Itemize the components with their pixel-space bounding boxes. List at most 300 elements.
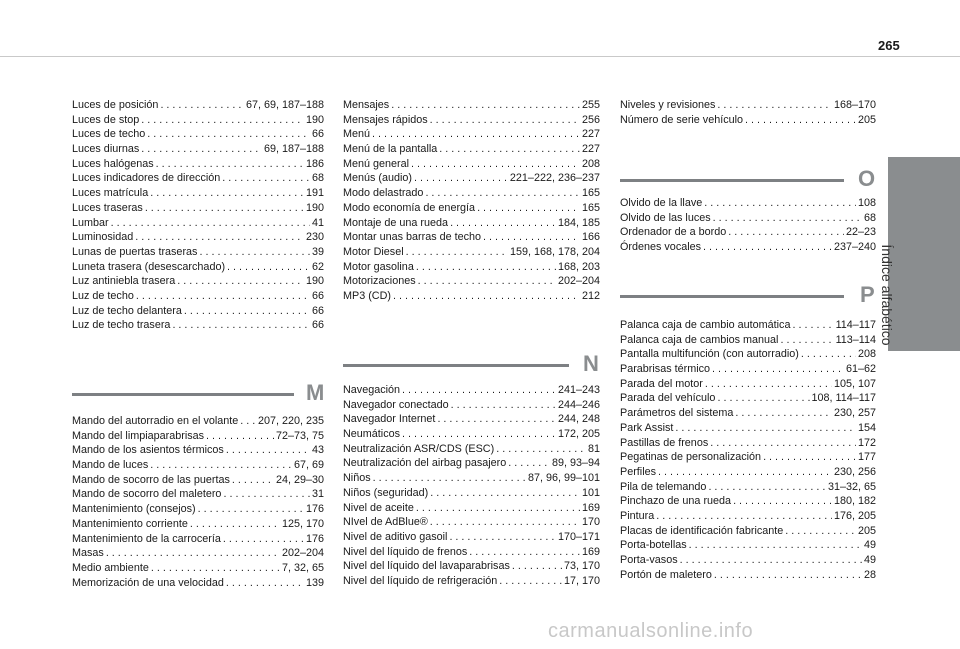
index-entry	[343, 113, 600, 128]
dot-leader	[190, 517, 280, 532]
entry-term: Medio ambiente	[72, 561, 149, 574]
entry-term: Luz de techo	[72, 289, 134, 302]
dot-leader	[437, 412, 556, 427]
dot-leader	[708, 480, 826, 495]
entry-term: Nivel del líquido de refrigeración	[343, 574, 498, 587]
entry-pages: 108, 114–117	[811, 392, 876, 405]
index-entry	[620, 480, 876, 495]
dot-leader	[177, 274, 304, 289]
entry-term: Luces matrícula	[72, 187, 149, 200]
index-entry	[72, 532, 324, 547]
entry-term: Placas de identificación fabricante	[620, 524, 784, 537]
entry-pages: 168–170	[833, 99, 876, 111]
index-entry	[343, 427, 600, 442]
dot-leader	[469, 545, 580, 560]
entry-term: Menú	[343, 128, 371, 141]
index-list-n	[343, 383, 600, 589]
entry-pages: 244, 248	[557, 413, 600, 426]
entry-term: Mantenimiento de la carrocería	[72, 532, 221, 545]
dot-leader	[223, 532, 304, 547]
dot-leader	[406, 245, 508, 260]
entry-pages: 159, 168, 178, 204	[509, 245, 600, 258]
index-entry	[620, 347, 876, 362]
entry-pages: 168, 203	[557, 260, 600, 273]
entry-pages: 165	[581, 187, 600, 200]
dot-leader	[372, 127, 580, 142]
index-entry	[620, 494, 876, 509]
entry-pages: 255	[581, 99, 600, 111]
entry-pages: 68	[311, 172, 324, 185]
entry-term: Palanca caja de cambio automática	[620, 319, 791, 331]
entry-pages: 166	[581, 231, 600, 244]
entry-pages: 169	[581, 545, 600, 558]
entry-pages: 170–171	[557, 530, 600, 543]
dot-leader	[135, 230, 304, 245]
entry-pages: 113–114	[835, 333, 876, 346]
entry-term: Navegación	[343, 384, 401, 396]
dot-leader	[713, 211, 862, 226]
dot-leader	[150, 458, 292, 473]
dot-leader	[675, 421, 856, 436]
index-entry	[620, 553, 876, 568]
index-entry	[620, 211, 876, 226]
entry-term: Ordenador de a bordo	[620, 226, 727, 239]
entry-term: Mando del limpiaparabrisas	[72, 429, 205, 442]
index-entry	[620, 196, 876, 211]
index-entry	[343, 98, 600, 113]
dot-leader	[430, 486, 580, 501]
entry-term: Mando del autorradio en el volante	[72, 415, 239, 427]
entry-pages: 67, 69, 187–188	[245, 99, 324, 111]
entry-pages: 202–204	[281, 547, 324, 560]
entry-pages: 205	[857, 524, 876, 537]
entry-pages: 62	[311, 260, 324, 273]
letter-heading-m	[72, 380, 325, 407]
index-entry	[343, 274, 600, 289]
entry-pages: 190	[305, 113, 324, 126]
dot-leader	[184, 304, 310, 319]
dot-leader	[717, 98, 832, 113]
entry-pages: 72–73, 75	[275, 429, 324, 442]
dot-leader	[199, 245, 310, 260]
dot-leader	[705, 377, 832, 392]
watermark: carmanualsonline.info	[548, 620, 754, 642]
entry-pages: 221–222, 236–237	[509, 172, 600, 185]
dot-leader	[477, 201, 580, 216]
dot-leader	[483, 230, 580, 245]
entry-term: Lumbar	[72, 216, 109, 229]
dot-leader	[792, 318, 833, 333]
index-entry	[620, 377, 876, 392]
index-entry	[72, 546, 324, 561]
dot-leader	[763, 450, 856, 465]
dot-leader	[226, 576, 304, 591]
entry-pages: 39	[311, 245, 324, 258]
index-entry	[72, 171, 324, 186]
entry-pages: 177	[857, 451, 876, 464]
index-entry	[72, 230, 324, 245]
entry-term: Niveles y revisiones	[620, 99, 716, 111]
dot-leader	[106, 546, 280, 561]
index-entry	[343, 201, 600, 216]
entry-term: Luneta trasera (desescarchado)	[72, 260, 226, 273]
entry-term: Pila de telemando	[620, 480, 707, 493]
dot-leader	[449, 530, 556, 545]
index-entry	[620, 509, 876, 524]
index-entry	[72, 561, 324, 576]
entry-pages: 67, 69	[293, 459, 324, 472]
index-entry	[72, 260, 324, 275]
entry-pages: 241–243	[557, 384, 600, 396]
section-tab	[888, 157, 960, 351]
entry-term: Pantalla multifunción (con autorradio)	[620, 348, 799, 361]
entry-pages: 43	[311, 444, 324, 457]
letter-rule	[343, 364, 569, 367]
index-entry	[72, 414, 324, 429]
index-entry	[343, 574, 600, 589]
entry-pages: 256	[581, 113, 600, 126]
entry-pages: 81	[587, 442, 600, 455]
index-entry	[343, 515, 600, 530]
index-entry	[343, 245, 600, 260]
entry-pages: 172	[857, 436, 876, 449]
entry-pages: 176	[305, 532, 324, 545]
dot-leader	[714, 568, 862, 583]
entry-pages: 208	[857, 348, 876, 361]
entry-term: Pintura	[620, 509, 655, 522]
index-entry	[343, 127, 600, 142]
dot-leader	[512, 559, 562, 574]
index-entry	[620, 465, 876, 480]
entry-term: Parámetros del sistema	[620, 407, 734, 420]
dot-leader	[499, 574, 562, 589]
entry-term: Menú de la pantalla	[343, 143, 438, 156]
entry-pages: 190	[305, 201, 324, 214]
index-entry	[343, 530, 600, 545]
dot-leader	[712, 362, 844, 377]
entry-term: NIvel de AdBlue®	[343, 516, 428, 529]
entry-term: Pastillas de frenos	[620, 436, 709, 449]
entry-term: Mensajes	[343, 99, 390, 111]
index-entry	[620, 406, 876, 421]
entry-pages: 41	[311, 216, 324, 229]
index-entry	[620, 436, 876, 451]
entry-term: Menú general	[343, 157, 410, 170]
entry-pages: 154	[857, 421, 876, 434]
dot-leader	[226, 443, 310, 458]
entry-term: Neutralización del airbag pasajero	[343, 457, 507, 470]
entry-pages: 180, 182	[833, 495, 876, 508]
entry-term: Neumáticos	[343, 428, 401, 441]
dot-leader	[402, 427, 556, 442]
dot-leader	[141, 113, 304, 128]
entry-term: Porta-vasos	[620, 554, 678, 566]
entry-term: Mensajes rápidos	[343, 113, 428, 126]
dot-leader	[704, 196, 856, 211]
entry-pages: 190	[305, 275, 324, 288]
index-entry	[72, 458, 324, 473]
entry-pages: 237–240	[833, 241, 876, 254]
entry-pages: 105, 107	[833, 377, 876, 390]
dot-leader	[703, 240, 832, 255]
entry-pages: 24, 29–30	[275, 473, 324, 486]
index-entry	[72, 127, 324, 142]
index-list-p	[620, 318, 876, 582]
dot-leader	[680, 553, 862, 568]
entry-term: Nivel de aditivo gasoil	[343, 530, 448, 543]
index-entry	[343, 157, 600, 172]
entry-pages: 101	[581, 486, 600, 499]
entry-term: Nivel de aceite	[343, 501, 414, 514]
index-entry	[620, 240, 876, 255]
entry-term: Montaje de una rueda	[343, 216, 449, 229]
index-entry	[343, 471, 600, 486]
index-entry	[72, 487, 324, 502]
entry-term: Navegador conectado	[343, 398, 449, 411]
entry-term: Luces indicadores de dirección	[72, 172, 221, 185]
dot-leader	[416, 260, 556, 275]
entry-term: Modo economía de energía	[343, 201, 476, 214]
dot-leader	[172, 318, 310, 333]
entry-pages: 170	[581, 516, 600, 529]
index-entry	[343, 486, 600, 501]
dot-leader	[710, 436, 856, 451]
entry-term: Luces de techo	[72, 128, 146, 141]
entry-pages: 176	[305, 503, 324, 516]
entry-term: Olvido de la llave	[620, 197, 703, 209]
index-entry	[72, 216, 324, 231]
entry-pages: 66	[311, 304, 324, 317]
entry-term: Motor gasolina	[343, 260, 414, 273]
index-entry	[343, 230, 600, 245]
dot-leader	[111, 216, 310, 231]
dot-leader	[451, 398, 556, 413]
entry-term: Mando de los asientos térmicos	[72, 444, 224, 457]
dot-leader	[145, 201, 304, 216]
dot-leader	[780, 333, 833, 348]
index-entry	[72, 318, 324, 333]
index-entry	[343, 289, 600, 304]
index-entry	[620, 318, 876, 333]
entry-pages: 49	[863, 554, 876, 566]
index-entry	[72, 517, 324, 532]
entry-pages: 202–204	[557, 275, 600, 288]
entry-pages: 191	[305, 187, 324, 200]
entry-pages: 169	[581, 501, 600, 514]
dot-leader	[785, 524, 856, 539]
index-list-l	[72, 98, 324, 333]
dot-leader	[745, 113, 856, 128]
dot-leader	[728, 225, 844, 240]
index-entry	[343, 501, 600, 516]
index-entry	[72, 201, 324, 216]
dot-leader	[136, 289, 310, 304]
entry-pages: 184, 185	[557, 216, 600, 229]
index-entry	[343, 442, 600, 457]
dot-leader	[430, 113, 580, 128]
entry-term: Perfiles	[620, 465, 657, 478]
entry-pages: 114–117	[835, 319, 876, 331]
entry-pages: 125, 170	[281, 517, 324, 530]
entry-term: Motorizaciones	[343, 275, 416, 288]
entry-pages: 66	[311, 319, 324, 332]
dot-leader	[156, 157, 304, 172]
dot-leader	[147, 127, 310, 142]
entry-term: Modo delastrado	[343, 187, 424, 200]
entry-pages: 22–23	[845, 226, 876, 239]
dot-leader	[222, 171, 310, 186]
index-entry	[72, 113, 324, 128]
index-entry	[72, 443, 324, 458]
dot-leader	[430, 515, 580, 530]
entry-pages: 89, 93–94	[551, 457, 600, 470]
letter-heading-o	[620, 166, 876, 193]
entry-pages: 186	[305, 157, 324, 170]
index-entry	[620, 113, 876, 128]
entry-pages: 31	[311, 488, 324, 501]
entry-pages: 139	[305, 576, 324, 589]
entry-term: Park Assist	[620, 421, 674, 434]
index-entry	[343, 216, 600, 231]
entry-term: Pinchazo de una rueda	[620, 495, 732, 508]
entry-term: Parada del motor	[620, 377, 703, 390]
page-number: 265	[878, 38, 900, 53]
index-entry	[72, 429, 324, 444]
entry-term: Navegador Internet	[343, 413, 436, 426]
index-entry	[620, 538, 876, 553]
entry-term: Nivel del líquido de frenos	[343, 545, 468, 558]
index-entry	[620, 450, 876, 465]
index-entry	[343, 456, 600, 471]
dot-leader	[411, 157, 580, 172]
entry-pages: 17, 170	[563, 574, 600, 587]
entry-term: Masas	[72, 547, 104, 560]
dot-leader	[391, 98, 580, 113]
entry-term: Mando de socorro del maletero	[72, 488, 222, 501]
index-entry	[72, 274, 324, 289]
letter-rule	[620, 295, 844, 298]
index-entry	[343, 412, 600, 427]
dot-leader	[414, 171, 508, 186]
entry-term: Luces halógenas	[72, 157, 154, 170]
index-entry	[343, 559, 600, 574]
index-entry	[343, 171, 600, 186]
dot-leader	[227, 260, 310, 275]
entry-pages: 66	[311, 289, 324, 302]
dot-leader	[232, 473, 274, 488]
dot-leader	[418, 274, 556, 289]
entry-term: Luminosidad	[72, 231, 134, 244]
entry-term: Motor Diesel	[343, 245, 404, 258]
entry-term: Lunas de puertas traseras	[72, 245, 198, 258]
index-entry	[343, 142, 600, 157]
index-entry	[620, 421, 876, 436]
dot-leader	[801, 347, 856, 362]
dot-leader	[150, 186, 304, 201]
dot-leader	[496, 442, 586, 457]
index-entry	[72, 502, 324, 517]
entry-pages: 66	[311, 128, 324, 141]
entry-term: Luces de stop	[72, 113, 140, 126]
index-entry	[343, 398, 600, 413]
index-entry	[343, 186, 600, 201]
entry-pages: 69, 187–188	[263, 143, 324, 156]
entry-pages: 212	[581, 289, 600, 302]
entry-term: Mantenimiento (consejos)	[72, 503, 196, 516]
entry-pages: 227	[581, 128, 600, 141]
entry-term: Luz de techo trasera	[72, 319, 171, 332]
entry-pages: 61–62	[845, 363, 876, 376]
entry-pages: 7, 32, 65	[281, 561, 324, 574]
index-entry	[620, 362, 876, 377]
entry-term: Olvido de las luces	[620, 211, 711, 224]
index-list-m	[72, 414, 324, 590]
entry-term: Luces diurnas	[72, 143, 140, 156]
entry-term: Portón de maletero	[620, 568, 712, 581]
index-entry	[72, 98, 324, 113]
index-entry	[620, 98, 876, 113]
dot-leader	[733, 494, 832, 509]
entry-pages: 207, 220, 235	[257, 415, 324, 427]
entry-pages: 205	[857, 113, 876, 126]
entry-term: Luz antiniebla trasera	[72, 275, 176, 288]
dot-leader	[206, 429, 274, 444]
entry-pages: 108	[857, 197, 876, 209]
index-entry	[72, 142, 324, 157]
index-entry	[343, 260, 600, 275]
letter-heading-p	[620, 282, 876, 309]
dot-leader	[450, 216, 556, 231]
letter-rule	[620, 179, 844, 182]
index-entry	[72, 304, 324, 319]
index-entry	[72, 186, 324, 201]
entry-pages: 165	[581, 201, 600, 214]
entry-term: Luz de techo delantera	[72, 304, 182, 317]
dot-leader	[198, 502, 304, 517]
letter-p: P	[860, 282, 875, 307]
entry-term: Parada del vehículo	[620, 392, 716, 405]
index-entry	[72, 157, 324, 172]
entry-pages: 87, 96, 99–101	[527, 472, 600, 485]
entry-pages: 68	[863, 211, 876, 224]
entry-pages: 31–32, 65	[827, 480, 876, 493]
entry-pages: 244–246	[557, 398, 600, 411]
dot-leader	[656, 509, 832, 524]
entry-pages: 28	[863, 568, 876, 581]
entry-term: Pegatinas de personalización	[620, 451, 762, 464]
index-entry	[72, 576, 324, 591]
index-entry	[620, 524, 876, 539]
entry-pages: 227	[581, 143, 600, 156]
dot-leader	[393, 289, 580, 304]
entry-pages: 208	[581, 157, 600, 170]
dot-leader	[658, 465, 832, 480]
entry-term: Mando de luces	[72, 459, 149, 472]
dot-leader	[141, 142, 262, 157]
header-divider	[0, 56, 960, 57]
entry-pages: 172, 205	[557, 428, 600, 441]
dot-leader	[223, 487, 310, 502]
index-list-m-cont	[343, 98, 600, 304]
entry-term: Memorización de una velocidad	[72, 576, 224, 589]
entry-term: Niños	[343, 472, 371, 485]
letter-n: N	[583, 351, 599, 376]
index-entry	[620, 568, 876, 583]
entry-term: Número de serie vehículo	[620, 113, 744, 126]
index-list-n-cont	[620, 98, 876, 127]
dot-leader	[508, 456, 550, 471]
dot-leader	[439, 142, 580, 157]
